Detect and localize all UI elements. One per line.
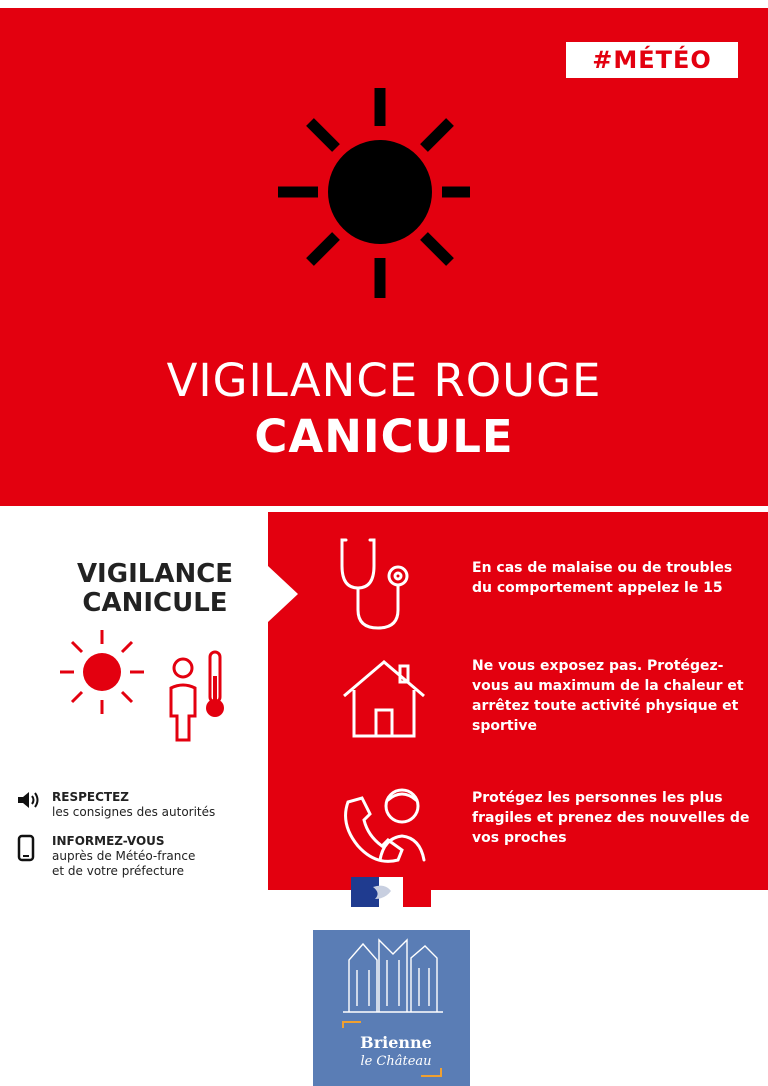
- respect-heading: RESPECTEZ: [52, 790, 129, 804]
- advice-call-15: En cas de malaise ou de troubles du comportement appelez le 15: [472, 560, 733, 596]
- meteo-hashtag: #MÉTÉO: [566, 42, 738, 78]
- small-sun-icon: [60, 630, 144, 714]
- respect-text: les consignes des autorités: [52, 805, 216, 819]
- house-icon: [338, 656, 430, 740]
- person-icon: [171, 659, 195, 740]
- town-logo: [313, 930, 470, 1086]
- heat-person-illustration: [58, 628, 248, 746]
- alert-title: VIGILANCE ROUGE: [166, 354, 602, 407]
- stethoscope-icon: [336, 536, 422, 632]
- sun-icon: [270, 84, 470, 304]
- inform-heading: INFORMEZ-VOUS: [52, 834, 165, 848]
- phone-person-icon: [338, 780, 434, 870]
- inform-text-line2: et de votre préfecture: [52, 864, 184, 878]
- advice-stay-cool: Ne vous exposez pas. Protégez-vous au maximum de la chaleur et arrêtez toute activité physique et sportive: [472, 658, 744, 734]
- vigilance-heading-line2: CANICULE: [82, 588, 228, 618]
- vigilance-heading-line1: VIGILANCE: [76, 559, 234, 589]
- town-subtitle: le Château: [360, 1054, 432, 1069]
- republique-francaise-icon: [351, 877, 431, 907]
- alert-subtitle: CANICULE: [254, 410, 514, 463]
- vigilance-heading: [52, 560, 258, 618]
- phone-icon: [16, 834, 36, 862]
- thermometer-icon: [206, 652, 224, 717]
- speaker-icon: [16, 790, 40, 810]
- town-name: Brienne: [360, 1033, 432, 1052]
- inform-text-line1: auprès de Météo-france: [52, 849, 196, 863]
- advice-protect-fragile: Protégez les personnes les plus fragiles et prenez des nouvelles de vos proches: [472, 790, 750, 846]
